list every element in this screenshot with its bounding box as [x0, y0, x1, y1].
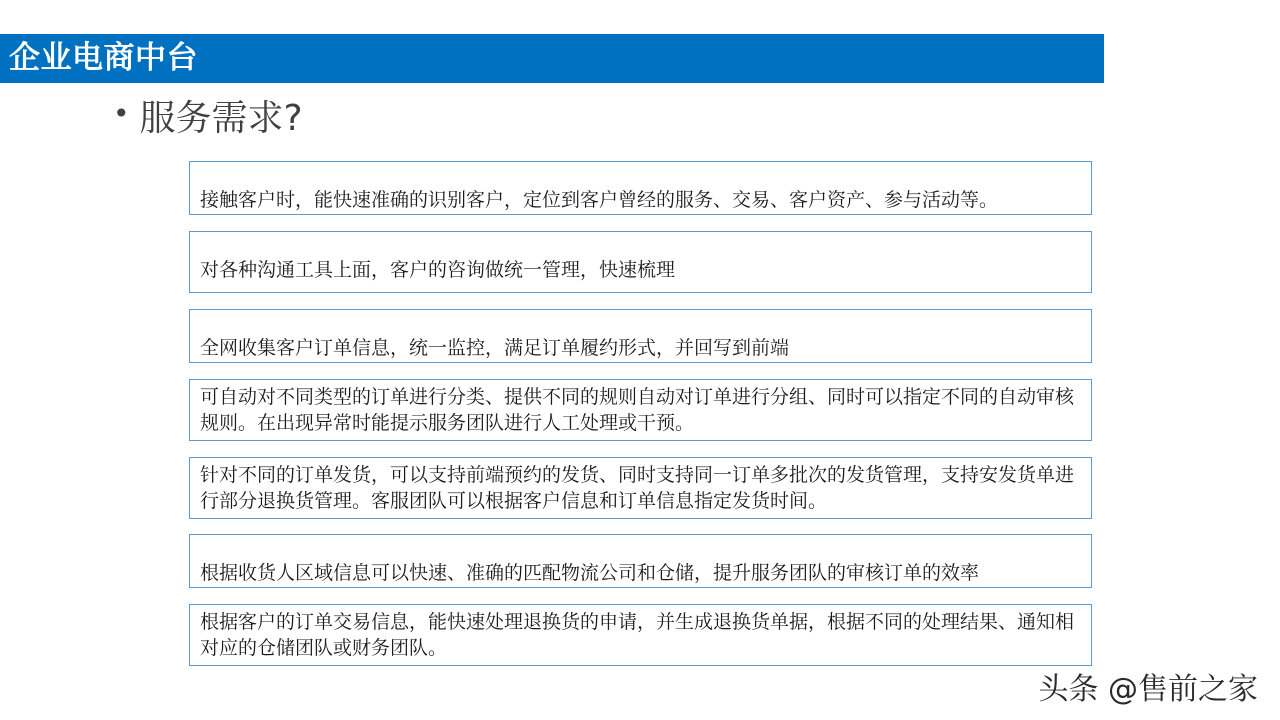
- requirement-text: 可自动对不同类型的订单进行分类、提供不同的规则自动对订单进行分组、同时可以指定不同的自动审核规则。在出现异常时能提示服务团队进行人工处理或干预。: [200, 386, 1075, 434]
- requirement-text: 接触客户时，能快速准确的识别客户，定位到客户曾经的服务、交易、客户资产、参与活动等。: [200, 189, 999, 211]
- requirement-text: 对各种沟通工具上面，客户的咨询做统一管理，快速梳理: [200, 259, 676, 281]
- section-heading: [113, 92, 303, 138]
- bullet-icon: •: [113, 96, 130, 130]
- requirement-box-5: [189, 457, 1092, 519]
- requirement-box-2: [189, 231, 1092, 293]
- requirement-box-3: [189, 309, 1092, 363]
- requirement-box-1: [189, 161, 1092, 215]
- requirement-text: 全网收集客户订单信息，统一监控，满足订单履约形式，并回写到前端: [200, 337, 790, 359]
- watermark: 头条 @售前之家: [1038, 672, 1258, 707]
- requirement-text: 根据客户的订单交易信息，能快速处理退换货的申请，并生成退换货单据，根据不同的处理结果、通知相对应的仓储团队或财务团队。: [200, 611, 1075, 659]
- section-heading-text: 服务需求?: [139, 97, 303, 139]
- requirement-text: 根据收货人区域信息可以快速、准确的匹配物流公司和仓储，提升服务团队的审核订单的效率: [200, 562, 980, 584]
- page-title: 企业电商中台: [9, 40, 198, 76]
- requirement-box-7: [189, 604, 1092, 666]
- header-bar: [0, 34, 1104, 83]
- requirement-box-4: [189, 379, 1092, 441]
- requirement-box-6: [189, 534, 1092, 588]
- requirement-text: 针对不同的订单发货，可以支持前端预约的发货、同时支持同一订单多批次的发货管理，支持安发货单进行部分退换货管理。客服团队可以根据客户信息和订单信息指定发货时间。: [200, 464, 1075, 512]
